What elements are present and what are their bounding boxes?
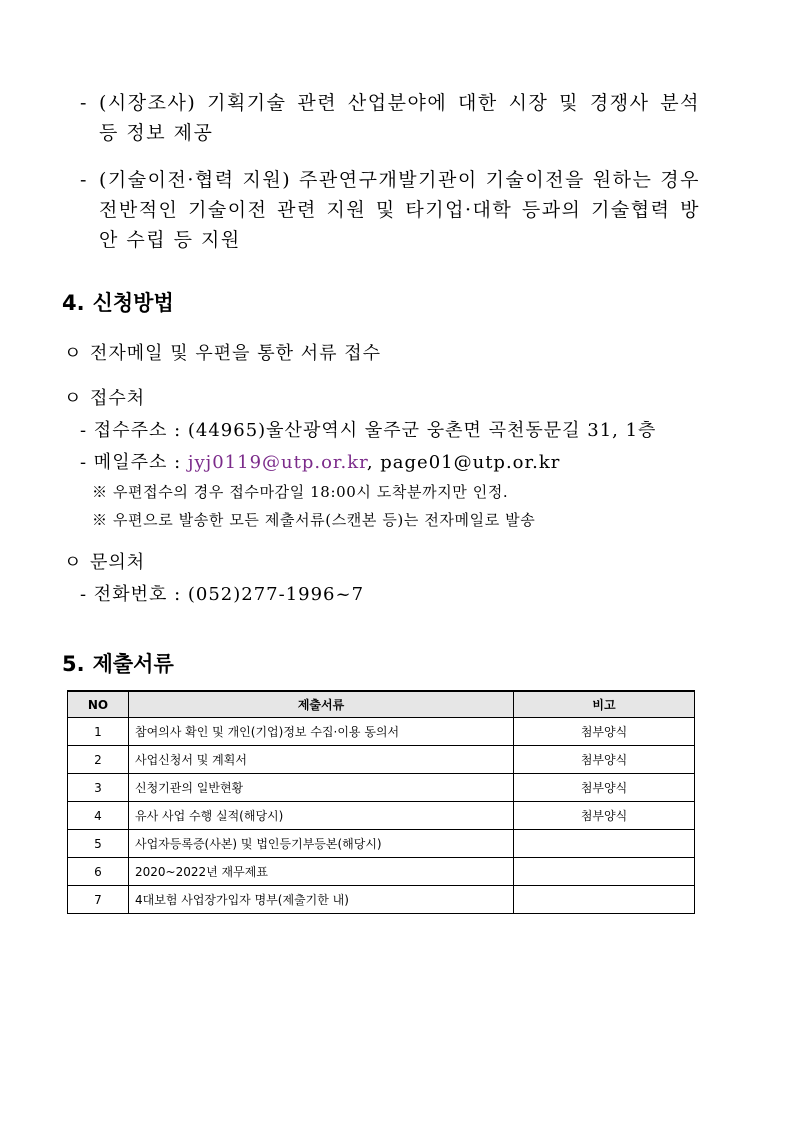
row-no: 4 (68, 802, 129, 830)
row-document: 사업신청서 및 계획서 (129, 746, 514, 774)
email-prefix: - 메일주소 : (80, 452, 188, 473)
section-title: 제출서류 (92, 652, 174, 676)
table-row (68, 774, 695, 802)
row-document: 신청기관의 일반현황 (129, 774, 514, 802)
table-row (68, 886, 695, 914)
circle-bullet: ㅇ (64, 343, 83, 364)
row-no: 5 (68, 830, 129, 858)
row-no: 1 (68, 718, 129, 746)
reception-text: 접수처 (90, 388, 146, 409)
row-document: 4대보험 사업장가입자 명부(제출기한 내) (129, 886, 514, 914)
reception-address: - 접수주소 : (44965)울산광역시 울주군 웅촌면 곡천동문길 31, 1층 (80, 420, 657, 441)
table-row (68, 802, 695, 830)
method-text: 전자메일 및 우편을 통한 서류 접수 (90, 343, 382, 364)
contact-label (64, 550, 145, 576)
bullet-tech-transfer (80, 165, 700, 255)
row-document: 2020~2022년 재무제표 (129, 858, 514, 886)
email-separator: , (366, 452, 381, 473)
table-row (68, 718, 695, 746)
row-note (514, 886, 695, 914)
bullet-text: (기술이전·협력 지원) 주관연구개발기관이 기술이전을 원하는 경우 전반적인 기술이전 관련 지원 및 타기업·대학 등과의 기술협력 방안 수립 등 지원 (99, 169, 700, 251)
section-title: 신청방법 (92, 291, 174, 315)
table-row (68, 830, 695, 858)
row-note: 첨부양식 (514, 802, 695, 830)
bullet-dash: - (80, 169, 88, 191)
email-link-1[interactable]: jyj0119@utp.or.kr (187, 452, 367, 473)
row-note: 첨부양식 (514, 746, 695, 774)
table-row (68, 858, 695, 886)
reception-email (80, 450, 560, 476)
table-row (68, 746, 695, 774)
note-mail-deadline: ※ 우편접수의 경우 접수마감일 18:00시 도착분까지만 인정. (92, 483, 509, 501)
section-number: 5. (62, 652, 85, 676)
header-no: NO (68, 691, 129, 718)
row-document: 참여의사 확인 및 개인(기업)정보 수집·이용 동의서 (129, 718, 514, 746)
contact-phone: - 전화번호 : (052)277-1996~7 (80, 584, 365, 605)
row-document: 유사 사업 수행 실적(해당시) (129, 802, 514, 830)
section-5-heading (62, 651, 174, 677)
bullet-text: (시장조사) 기획기술 관련 산업분야에 대한 시장 및 경쟁사 분석 등 정보 제공 (99, 92, 700, 144)
note-mail-scan: ※ 우편으로 발송한 모든 제출서류(스캔본 등)는 전자메일로 발송 (92, 511, 536, 529)
documents-table (67, 690, 695, 914)
row-no: 2 (68, 746, 129, 774)
circle-bullet: ㅇ (64, 388, 83, 409)
row-note: 첨부양식 (514, 718, 695, 746)
section-number: 4. (62, 291, 85, 315)
header-document: 제출서류 (129, 691, 514, 718)
circle-bullet: ㅇ (64, 552, 83, 573)
reception-label (64, 386, 145, 412)
row-document: 사업자등록증(사본) 및 법인등기부등본(해당시) (129, 830, 514, 858)
row-no: 7 (68, 886, 129, 914)
row-no: 6 (68, 858, 129, 886)
table-header-row (68, 691, 695, 718)
application-method (64, 341, 381, 367)
header-note: 비고 (514, 691, 695, 718)
section-4-heading (62, 290, 174, 316)
row-note: 첨부양식 (514, 774, 695, 802)
row-note (514, 858, 695, 886)
bullet-dash: - (80, 92, 88, 114)
contact-text: 문의처 (90, 552, 146, 573)
bullet-market-research (80, 88, 700, 148)
row-no: 3 (68, 774, 129, 802)
row-note (514, 830, 695, 858)
email-2: page01@utp.or.kr (380, 452, 561, 473)
